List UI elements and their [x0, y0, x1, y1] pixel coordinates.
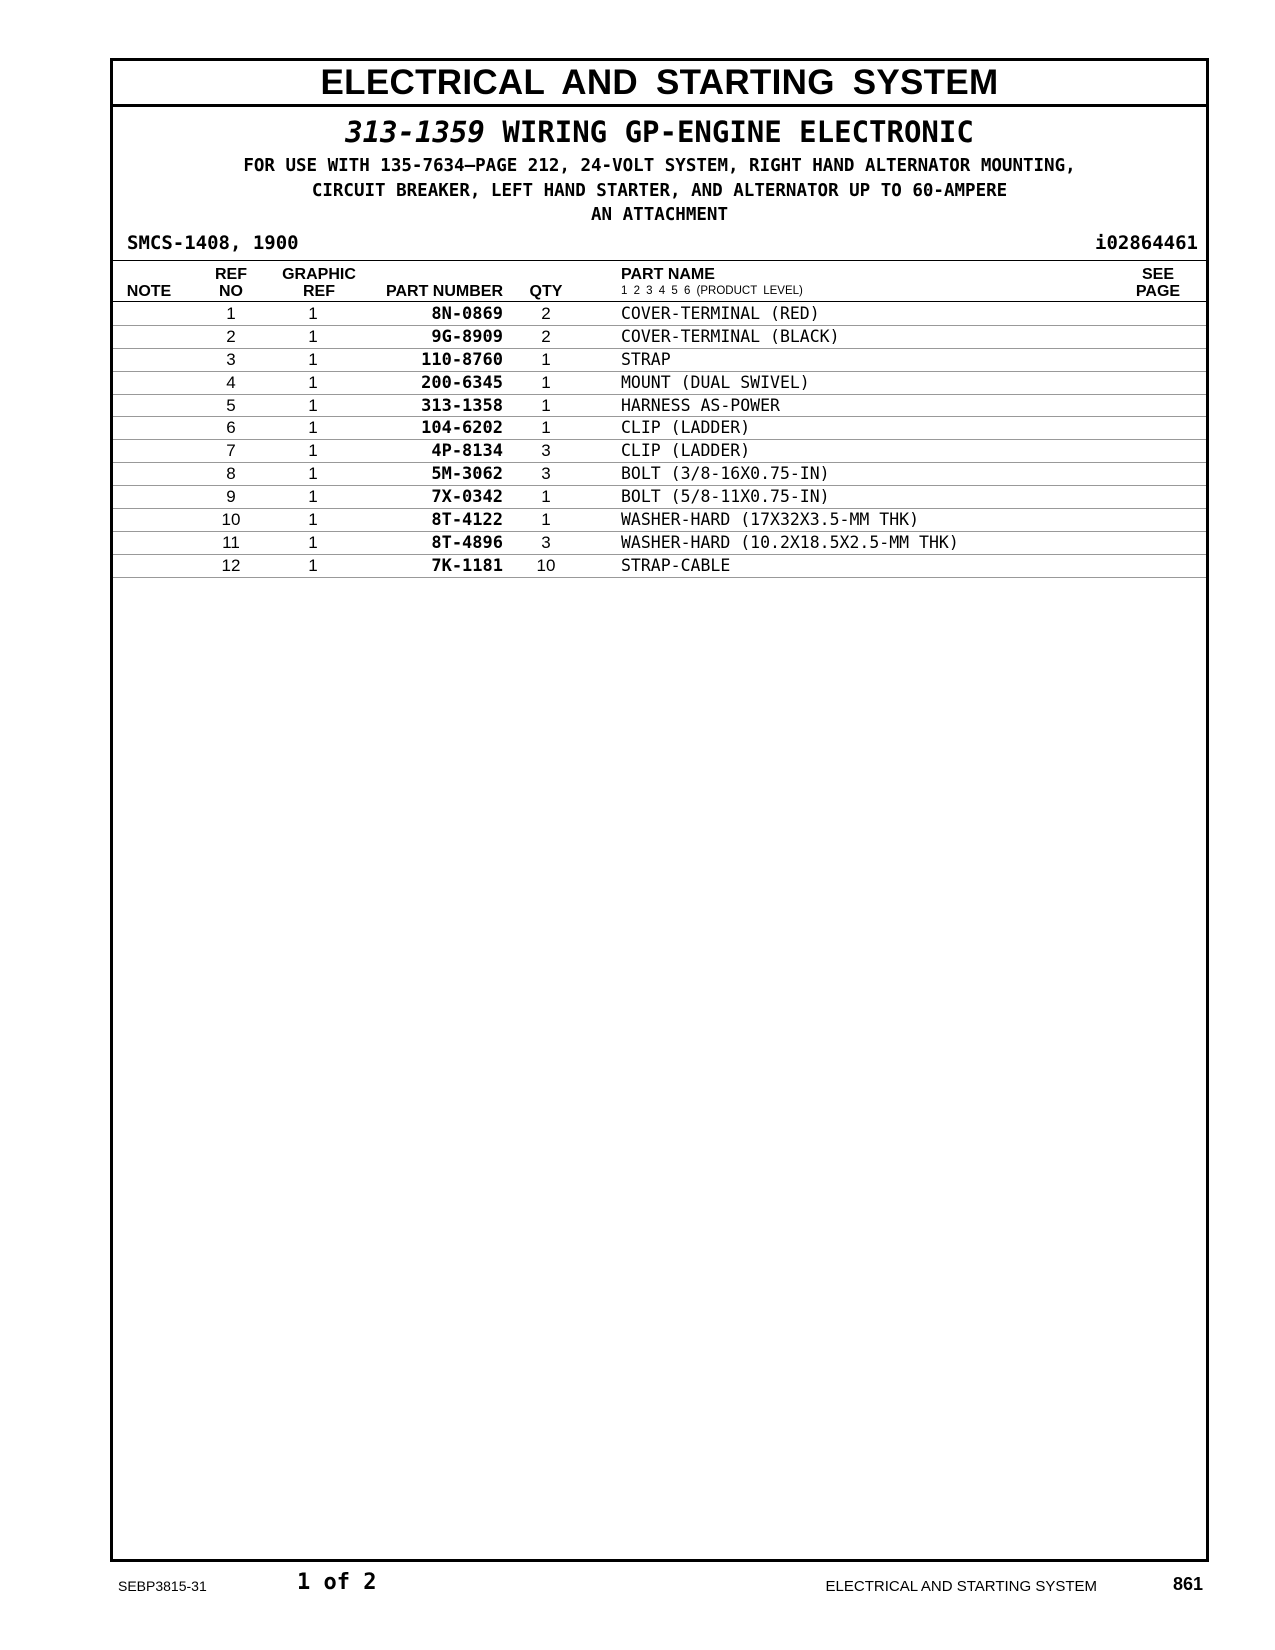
part-name: WASHER-HARD (10.2X18.5X2.5-MM THK): [621, 532, 959, 552]
ref-no: 9: [226, 487, 236, 507]
quantity: 2: [541, 304, 551, 323]
page-frame: [110, 58, 1209, 1562]
quantity: 1: [541, 510, 551, 530]
quantity: 10: [536, 555, 556, 575]
col-qty: QTY: [529, 283, 563, 300]
part-number: 7K-1181: [431, 555, 503, 576]
ref-no: 11: [222, 532, 240, 552]
column-headers: [113, 261, 1206, 302]
quantity: 1: [541, 395, 551, 415]
part-name: BOLT (3/8-16X0.75-IN): [621, 464, 830, 484]
ref-no: 1: [226, 304, 236, 323]
part-name: COVER-TERMINAL (BLACK): [621, 326, 840, 346]
quantity: 1: [541, 372, 551, 392]
ref-no: 10: [221, 510, 241, 530]
part-name: CLIP (LADDER): [621, 441, 751, 461]
part-name: CLIP (LADDER): [621, 418, 751, 438]
table-row: [113, 555, 1206, 578]
part-number: 200-6345: [421, 372, 503, 393]
quantity: 1: [541, 418, 551, 438]
group-name: WIRING GP-ENGINE ELECTRONIC: [502, 115, 974, 149]
ref-no: 7: [226, 441, 236, 461]
graphic-ref: 1: [308, 464, 318, 484]
group-title: [113, 114, 1206, 150]
footer-page-number: 861: [1172, 1574, 1203, 1594]
table-row: [113, 417, 1206, 440]
graphic-ref: 1: [308, 395, 318, 415]
part-name: COVER-TERMINAL (RED): [621, 304, 820, 323]
quantity: 3: [541, 464, 551, 484]
col-part-number: PART NUMBER: [385, 283, 503, 300]
graphic-ref: 1: [308, 487, 318, 507]
graphic-ref: 1: [308, 326, 318, 346]
graphic-ref: 1: [308, 532, 318, 552]
part-number: 8N-0869: [431, 304, 503, 324]
table-row: [113, 303, 1206, 326]
quantity: 3: [541, 532, 551, 552]
footer-section: ELECTRICAL AND STARTING SYSTEM: [825, 1578, 1097, 1595]
footer-page-of: 1 of 2: [297, 1570, 377, 1595]
table-row: [113, 532, 1206, 555]
product-level: 1 2 3 4 5 6 (PRODUCT LEVEL): [621, 285, 803, 297]
part-number: 7X-0342: [431, 487, 503, 508]
table-row: [113, 463, 1206, 486]
graphic-ref: 1: [308, 349, 318, 369]
ref-no: 5: [226, 395, 236, 415]
part-name: MOUNT (DUAL SWIVEL): [621, 372, 810, 392]
use-line: AN ATTACHMENT: [591, 205, 728, 225]
table-row: [113, 486, 1206, 509]
part-number: 110-8760: [421, 349, 503, 370]
quantity: 3: [541, 441, 551, 461]
part-number: 4P-8134: [431, 441, 503, 462]
graphic-ref: 1: [308, 418, 318, 438]
ref-no: 6: [226, 418, 236, 438]
page-footer: [0, 1562, 1275, 1602]
part-number: 313-1358: [421, 395, 503, 416]
ref-no: 4: [226, 372, 236, 392]
ref-no: 12: [221, 555, 241, 575]
ref-no: 8: [226, 464, 236, 484]
parts-table: [113, 303, 1206, 578]
quantity: 1: [541, 349, 551, 369]
col-see-page: SEE PAGE: [1135, 266, 1181, 300]
graphic-ref: 1: [308, 304, 318, 323]
col-ref-no: REF NO: [215, 266, 247, 300]
smcs-code: SMCS-1408, 1900: [127, 232, 299, 254]
quantity: 2: [541, 326, 551, 346]
graphic-ref: 1: [308, 555, 318, 575]
table-row: [113, 326, 1206, 349]
table-row: [113, 349, 1206, 372]
document-id: i02864461: [1095, 232, 1198, 254]
col-part-name: PART NAME 1 2 3 4 5 6 (PRODUCT LEVEL): [621, 266, 921, 300]
col-note: NOTE: [126, 283, 172, 300]
part-number: 9G-8909: [431, 326, 503, 347]
part-name: WASHER-HARD (17X32X3.5-MM THK): [621, 510, 920, 530]
ref-no: 2: [226, 326, 236, 346]
group-number: 313-1359: [345, 115, 485, 149]
part-name: HARNESS AS-POWER: [621, 395, 780, 415]
col-graphic-ref: GRAPHIC REF: [282, 266, 356, 300]
quantity: 1: [541, 487, 551, 507]
part-name: STRAP-CABLE: [621, 555, 731, 575]
graphic-ref: 1: [308, 510, 318, 530]
table-row: [113, 372, 1206, 395]
use-line: FOR USE WITH 135-7634—PAGE 212, 24-VOLT SYSTEM, RIGHT HAND ALTERNATOR MOUNTING,: [243, 156, 1076, 176]
part-number: 8T-4896: [431, 532, 503, 553]
part-number: 8T-4122: [431, 510, 503, 531]
part-name: BOLT (5/8-11X0.75-IN): [621, 487, 830, 507]
part-name: STRAP: [621, 349, 671, 369]
section-title: ELECTRICAL AND STARTING SYSTEM: [113, 61, 1206, 107]
table-row: [113, 509, 1206, 532]
use-with-text: [113, 154, 1206, 228]
graphic-ref: 1: [308, 441, 318, 461]
part-number: 104-6202: [421, 418, 503, 439]
table-row: [113, 395, 1206, 418]
use-line: CIRCUIT BREAKER, LEFT HAND STARTER, AND ALTERNATOR UP TO 60-AMPERE: [311, 180, 1008, 201]
ref-no: 3: [226, 349, 236, 369]
graphic-ref: 1: [308, 372, 318, 392]
part-number: 5M-3062: [431, 464, 503, 485]
footer-doc-number: SEBP3815-31: [118, 1578, 207, 1594]
table-row: [113, 440, 1206, 463]
